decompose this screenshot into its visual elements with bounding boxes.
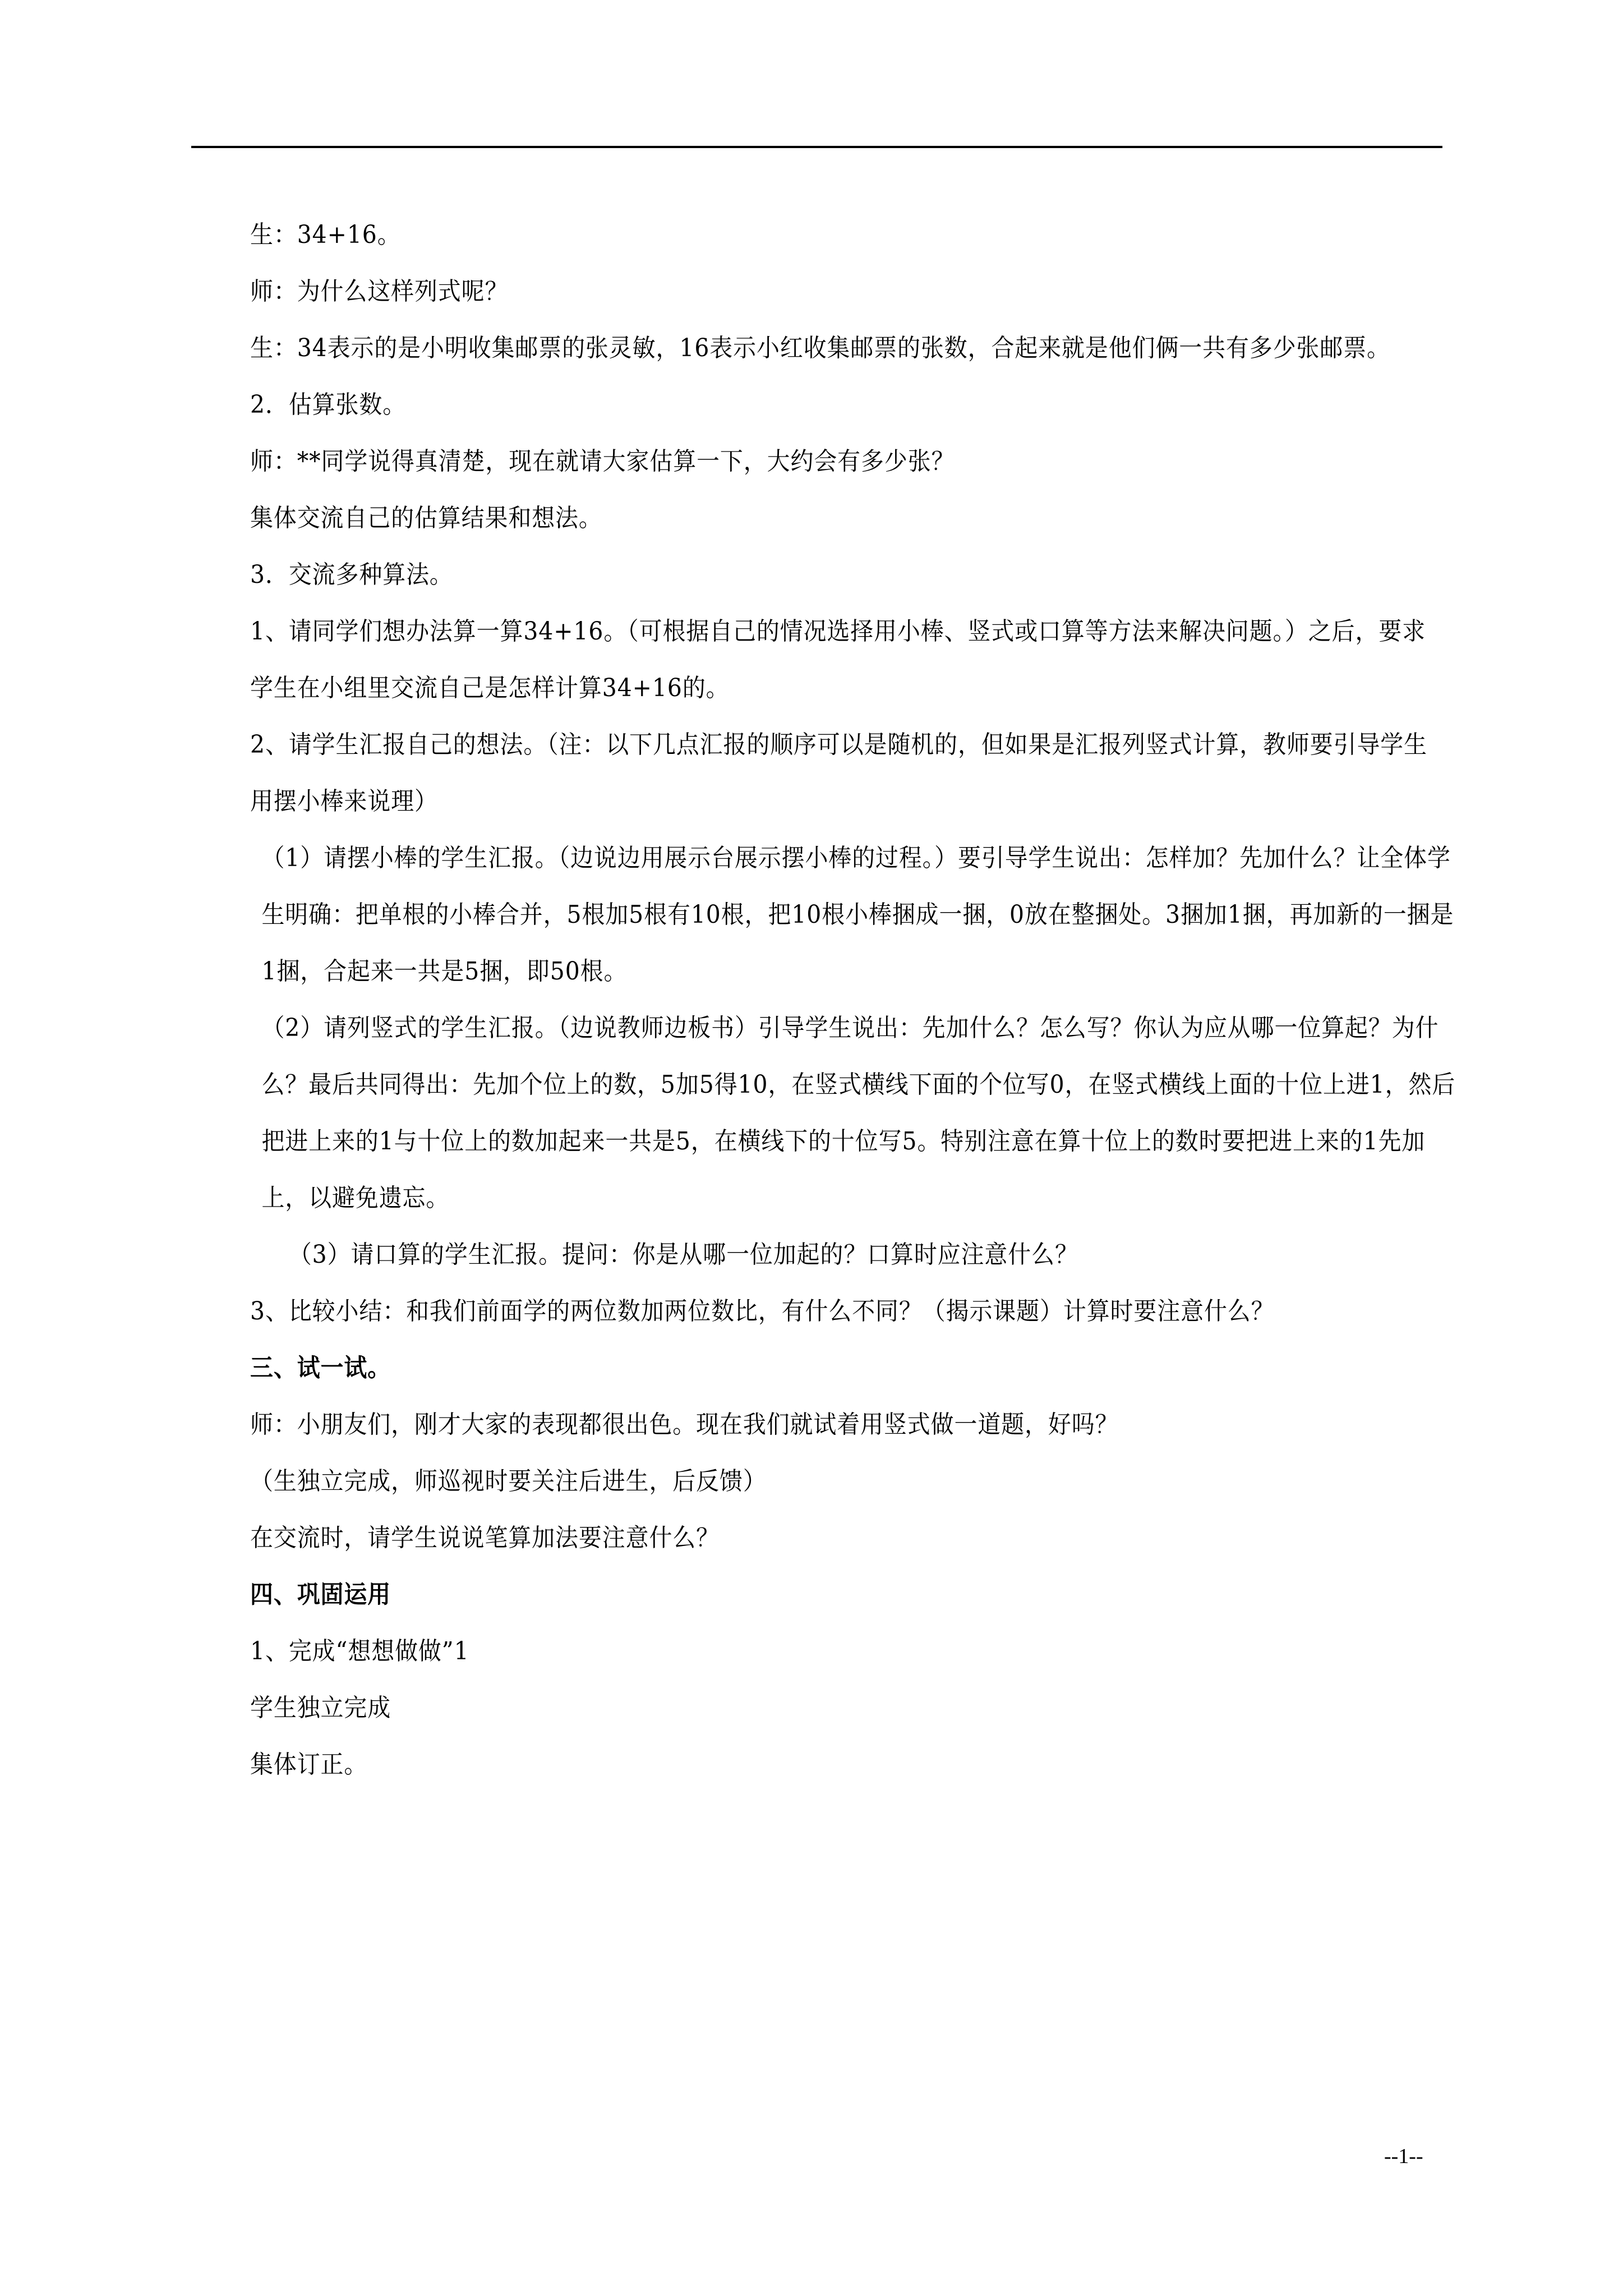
section-heading-try: 三、试一试。 — [250, 1354, 391, 1382]
paragraph-teacher-question: 师：为什么这样列式呢？ — [250, 277, 509, 306]
paragraph-summary: 3、比较小结：和我们前面学的两位数加两位数比，有什么不同？（揭示课题）计算时要注意什么？ — [250, 1297, 1275, 1326]
section-heading-consolidate: 四、巩固运用 — [250, 1580, 391, 1609]
paragraph-step-2: 2、请学生汇报自己的想法。（注：以下几点汇报的顺序可以是随机的，但如果是汇报列竖式计算，教师要引导学生用摆小棒来说理） — [250, 730, 1428, 816]
paragraph-independent-note: （生独立完成，师巡视时要关注后进生，后反馈） — [250, 1467, 767, 1496]
paragraph-exercise-1: 1、完成“想想做做”1 — [250, 1637, 469, 1665]
paragraph-student-answer: 生：34+16。 — [250, 220, 401, 249]
paragraph-teacher-try: 师：小朋友们，刚才大家的表现都很出色。现在我们就试着用竖式做一道题，好吗？ — [250, 1410, 1119, 1439]
page-number: --1-- — [1384, 2145, 1423, 2168]
document-body — [250, 206, 1456, 1793]
paragraph-students-complete: 学生独立完成 — [250, 1694, 391, 1722]
paragraph-sticks-report: （1）请摆小棒的学生汇报。（边说边用展示台展示摆小棒的过程。）要引导学生说出：怎样加？先加什么？让全体学生明确：把单根的小棒合并，5根加5根有10根，把10根小棒捆成一捆，0放在整捆处。3捆加1捆，再加新的一捆是1捆，合起来一共是5捆，即50根。 — [261, 844, 1454, 986]
paragraph-group-correction: 集体订正。 — [250, 1750, 368, 1779]
paragraph-vertical-report: （2）请列竖式的学生汇报。（边说教师边板书）引导学生说出：先加什么？怎么写？你认为应从哪一位算起？为什么？最后共同得出：先加个位上的数，5加5得10，在竖式横线下面的个位写0，在竖式横线上面的十位上进1，然后把进上来的1与十位上的数加起来一共是5，在横线下的十位写5。特别注意在算十位上的数时要把进上来的1先加上，以避免遗忘。 — [261, 1014, 1456, 1212]
paragraph-estimate-heading: 2．估算张数。 — [250, 390, 407, 419]
header-rule — [191, 146, 1442, 148]
paragraph-exchange-question: 在交流时，请学生说说笔算加法要注意什么？ — [250, 1524, 720, 1552]
paragraph-group-exchange: 集体交流自己的估算结果和想法。 — [250, 504, 602, 532]
paragraph-step-1: 1、请同学们想办法算一算34+16。（可根据自己的情况选择用小棒、竖式或口算等方法来解决问题。）之后，要求学生在小组里交流自己是怎样计算34+16的。 — [250, 617, 1426, 702]
paragraph-mental-report: （3）请口算的学生汇报。提问：你是从哪一位加起的？口算时应注意什么？ — [288, 1240, 1078, 1269]
paragraph-teacher-estimate: 师：**同学说得真清楚，现在就请大家估算一下，大约会有多少张？ — [250, 447, 955, 476]
paragraph-methods-heading: 3．交流多种算法。 — [250, 560, 453, 589]
paragraph-student-explanation: 生：34表示的是小明收集邮票的张灵敏，16表示小红收集邮票的张数，合起来就是他们俩一共有多少张邮票。 — [250, 334, 1390, 362]
